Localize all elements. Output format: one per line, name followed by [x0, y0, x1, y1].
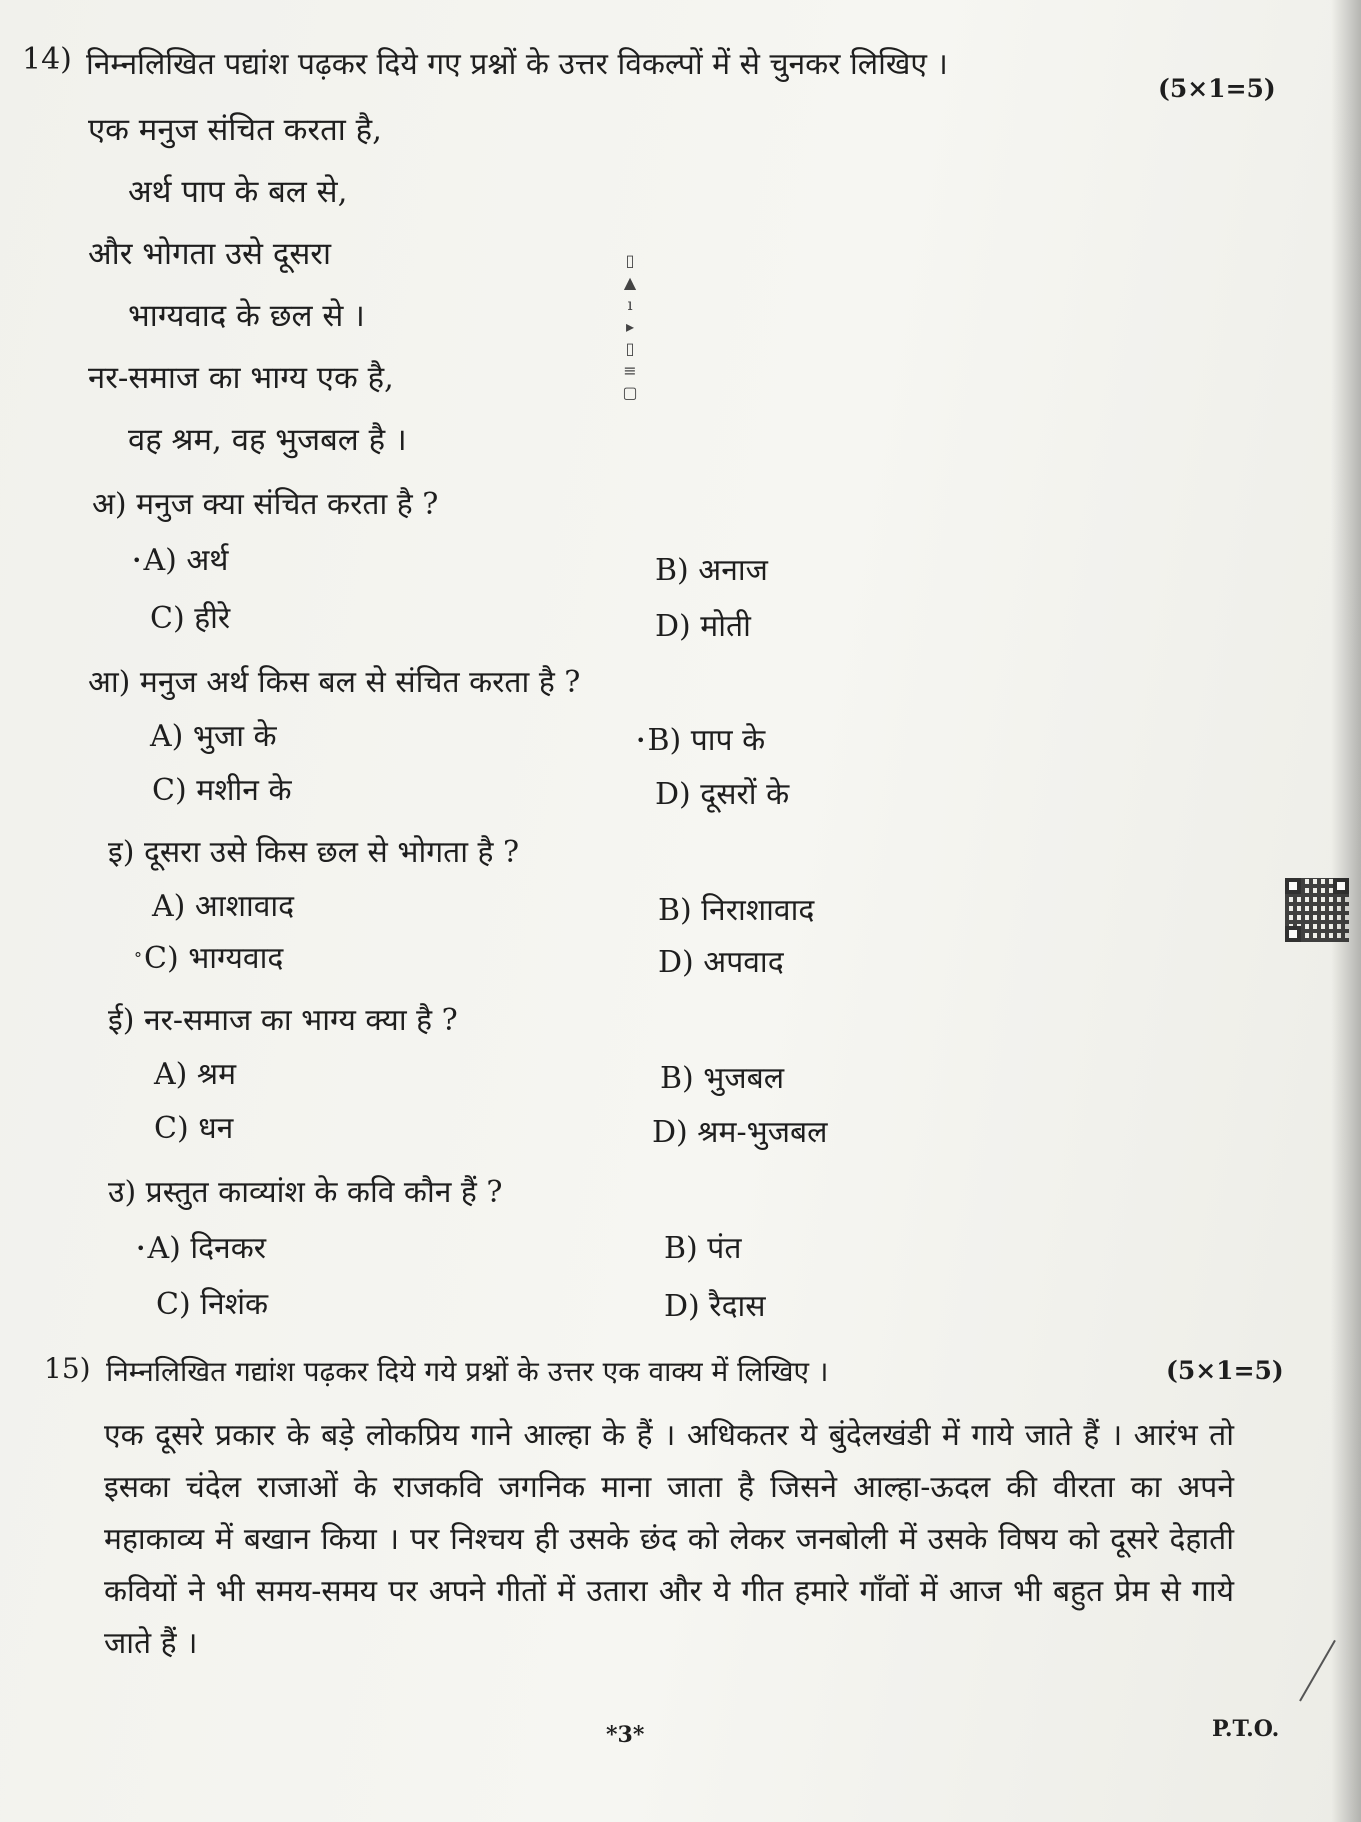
q14-instruction: निम्नलिखित पद्यांश पढ़कर दिये गए प्रश्नों के उत्तर विकल्पों में से चुनकर लिखिए ।: [86, 47, 948, 82]
q14e-option-a: •A) दिनकर: [136, 1231, 267, 1266]
pen-dot-icon: °: [134, 949, 142, 968]
print-mark-icon: ▯ ▲ ı ▸ ▯ ≡ ▢: [622, 251, 638, 402]
poem-line-1: एक मनुज संचित करता है,: [88, 112, 382, 148]
page-number: *3*: [606, 1722, 645, 1748]
q14a-question: अ) मनुज क्या संचित करता है ?: [92, 487, 439, 522]
q14c-option-d: D) अपवाद: [658, 945, 784, 980]
q15-marks: (5×1=5): [1166, 1356, 1284, 1385]
q14a-option-a: •A) अर्थ: [132, 543, 229, 578]
q14a-option-d: D) मोती: [655, 609, 751, 644]
poem-line-5: नर-समाज का भाग्य एक है,: [88, 360, 394, 396]
q14b-option-c: C) मशीन के: [152, 773, 292, 808]
q14d-option-d: D) श्रम-भुजबल: [652, 1115, 828, 1150]
pen-dot-icon: •: [132, 551, 142, 570]
q14-number: 14): [22, 42, 72, 77]
q14e-question: उ) प्रस्तुत काव्यांश के कवि कौन हैं ?: [108, 1175, 503, 1210]
q14b-option-d: D) दूसरों के: [655, 777, 790, 812]
pen-dot-icon: •: [136, 1239, 146, 1258]
q15-number: 15): [44, 1352, 91, 1385]
q14c-option-c: °C) भाग्यवाद: [134, 941, 284, 976]
q14b-option-a: A) भुजा के: [150, 719, 277, 754]
poem-line-2: अर्थ पाप के बल से,: [128, 174, 348, 210]
poem-line-3: और भोगता उसे दूसरा: [88, 236, 331, 272]
q15-instruction: निम्नलिखित गद्यांश पढ़कर दिये गये प्रश्नों के उत्तर एक वाक्य में लिखिए ।: [106, 1355, 829, 1388]
q14c-option-a: A) आशावाद: [152, 889, 295, 924]
q14e-option-c: C) निशंक: [156, 1287, 269, 1322]
pto-label: P.T.O.: [1212, 1716, 1280, 1742]
q14d-option-c: C) धन: [154, 1111, 234, 1146]
pen-dot-icon: •: [636, 731, 646, 750]
q14e-option-b: B) पंत: [664, 1231, 742, 1266]
q14b-option-b: •B) पाप के: [636, 723, 766, 758]
q14c-question: इ) दूसरा उसे किस छल से भोगता है ?: [108, 835, 520, 870]
q14a-option-b: B) अनाज: [655, 553, 768, 588]
q14d-question: ई) नर-समाज का भाग्य क्या है ?: [108, 1003, 458, 1038]
q14d-option-a: A) श्रम: [154, 1057, 237, 1092]
q15-passage: एक दूसरे प्रकार के बड़े लोकप्रिय गाने आल्हा के हैं । अधिकतर ये बुंदेलखंडी में गाये जाते हैं । आरंभ तो इसका चंदेल राजाओं के राजकवि जगनिक माना जाता है जिसने आल्हा-ऊदल की वीरता का अपने महाकाव्य में बखान किया । पर निश्चय ही उसके छंद को लेकर जनबोली में उसके विषय को दूसरे देहाती कवियों ने भी समय-समय पर अपने गीतों में उतारा और ये गीत हमारे गाँवों में आज भी बहुत प्रेम से गाये जाते हैं ।: [104, 1418, 1234, 1661]
q14-marks: (5×1=5): [1158, 74, 1276, 103]
q14d-option-b: B) भुजबल: [660, 1061, 785, 1096]
qr-code-icon: [1285, 878, 1349, 942]
poem-line-4: भाग्यवाद के छल से ।: [128, 298, 365, 334]
q14b-question: आ) मनुज अर्थ किस बल से संचित करता है ?: [88, 665, 581, 700]
q14a-option-c: C) हीरे: [150, 601, 231, 636]
q14e-option-d: D) रैदास: [664, 1289, 766, 1324]
q14c-option-b: B) निराशावाद: [658, 893, 815, 928]
poem-line-6: वह श्रम, वह भुजबल है ।: [128, 422, 407, 458]
